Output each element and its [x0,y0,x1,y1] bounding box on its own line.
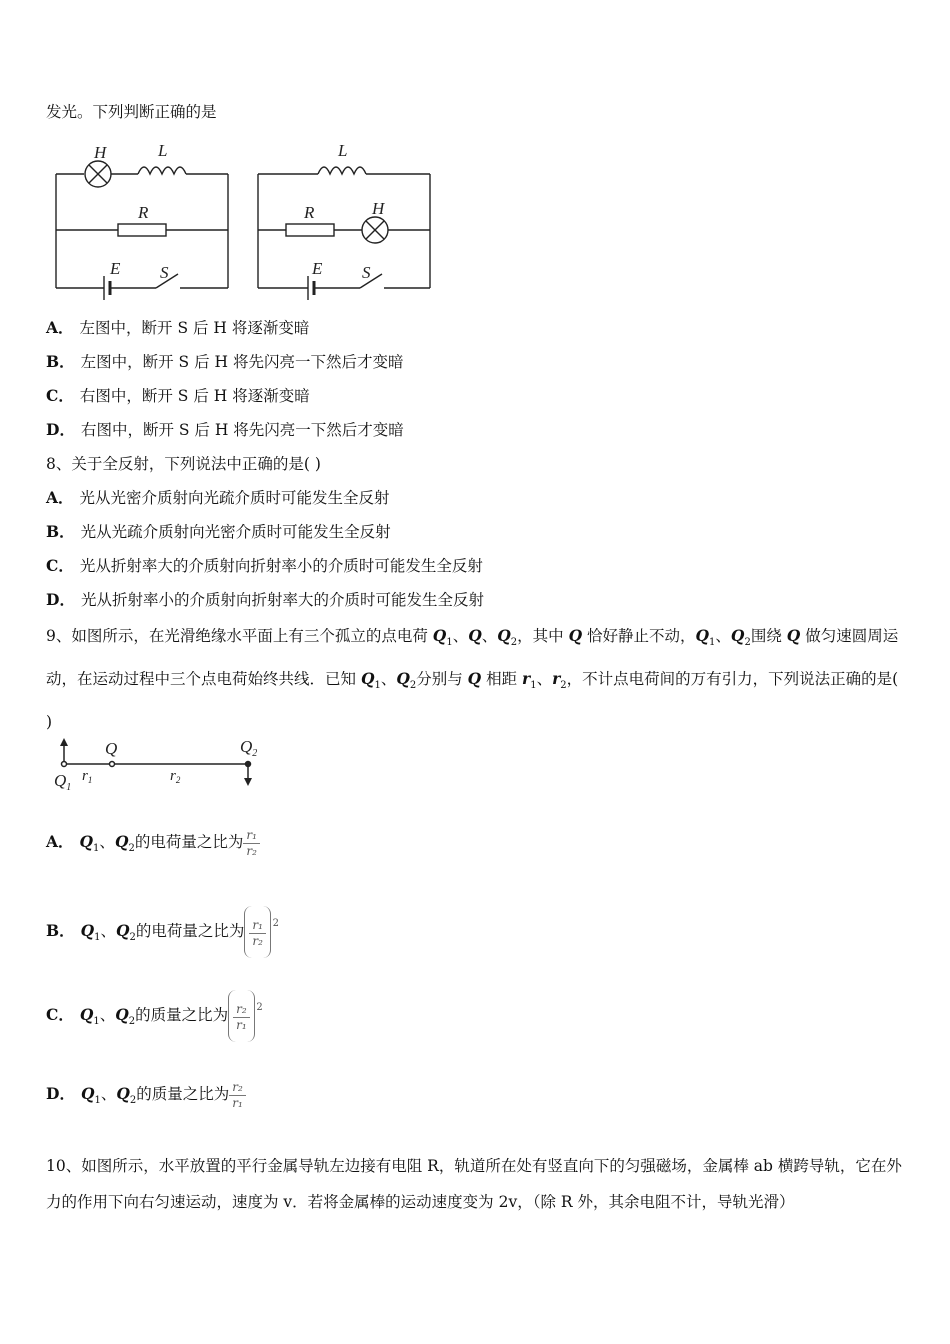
q7-option-d: D． 右图中，断开 S 后 H 将先闪亮一下然后才变暗 [46,420,404,439]
svg-text:r1: $r_1$ [82,768,93,785]
q10-stem: 10、如图所示，水平放置的平行金属导轨左边接有电阻 R，轨道所在处有竖直向下的匀强磁场，金属棒 ab 横跨导轨，它在外力的作用下向右匀速运动，速度为 v．若将金属棒的运动速度变为 2v，（除 R 外，其余电阻不计，导轨光滑） [46,1157,902,1211]
left-label-E: E [110,259,121,278]
q-charge-dot [110,762,115,767]
left-circuit [56,161,228,300]
fig-label-q1: Q [54,771,67,790]
left-label-R: R [138,203,149,222]
q9-option-c: C． $Q_1$、$Q_2$的质量之比为 $\frac{\text{r₂}}{\text{r₁}}$ 2 [46,990,255,1046]
q7-option-a: A． 左图中，断开 S 后 H 将逐渐变暗 [46,318,310,337]
q8-option-d: D． 光从折射率小的介质射向折射率大的介质时可能发生全反射 [46,590,484,609]
fig-label-q2: Q [240,737,253,756]
q8-stem: 8、关于全反射，下列说法中正确的是( ) [46,455,321,473]
q9-option-b: B． $Q_1$、$Q_2$的电荷量之比为 $\frac{\text{r₁}}{\text{r₂}}$ 2 [46,906,271,962]
right-label-E: E [312,259,323,278]
q9-option-d: D． $Q_1$、$Q_2$的质量之比为 $\frac{\text{r₂}}{\text{r₁}}$ [46,1074,246,1121]
q9-stem: 9、如图所示，在光滑绝缘水平面上有三个孤立的点电荷 $Q_1$、Q、$Q_2$，其中 Q 恰好静止不动，$Q_1$、$Q_2$围绕 Q 做匀速圆周运动，在运动过程中三个点电荷始终共线．已知 $Q_1$、$Q_2$分别与 Q 相距 $r_1$、$r_2$，不计点电荷间的万有引力，下列说法正确的是( ) [46,626,899,732]
q9c-paren-fraction: $\frac{\text{r₂}}{\text{r₁}}$ 2 [228,990,255,1042]
right-label-S: S [362,263,371,282]
q1-charge-dot [62,762,67,767]
q8-option-c: C． 光从折射率大的介质射向折射率小的介质时可能发生全反射 [46,556,483,575]
q8-option-b: B． 光从光疏介质射向光密介质时可能发生全反射 [46,522,391,541]
left-resistor-icon [118,224,166,236]
circuit-figures [46,136,446,306]
svg-text:r2: $r_2$ [170,768,181,785]
left-label-S: S [160,263,169,282]
q7-option-b: B． 左图中，断开 S 后 H 将先闪亮一下然后才变暗 [46,352,404,371]
fig-label-q: Q [105,739,118,758]
q7-option-c: C． 右图中，断开 S 后 H 将逐渐变暗 [46,386,310,405]
q9b-paren-fraction: $\frac{\text{r₁}}{\text{r₂}}$ 2 [244,906,271,958]
svg-text:Q1: $Q_1$ [54,771,72,793]
q2-charge-dot [246,762,251,767]
left-label-H: H [94,143,107,162]
q9-charge-figure [50,734,280,796]
right-resistor-icon [286,224,334,236]
fig-label-r1: r [82,768,88,784]
intro-text: 发光。下列判断正确的是 [46,103,217,121]
q8-option-a: A． 光从光密介质射向光疏介质时可能发生全反射 [46,488,390,507]
left-inductor-icon [138,167,186,174]
q9d-fraction: $\frac{\text{r₂}}{\text{r₁}}$ [229,1080,246,1111]
q9-option-a: A． $Q_1$、$Q_2$的电荷量之比为 $\frac{\text{r₁}}{\text{r₂}}$ [46,822,260,869]
right-label-L: L [338,141,348,160]
left-label-L: L [158,141,168,160]
svg-text:Q2: $Q_2$ [240,737,258,759]
right-label-H: H [372,199,385,218]
right-label-R: R [304,203,315,222]
fig-label-r2: r [170,768,176,784]
right-circuit [258,167,430,300]
right-inductor-icon [318,167,366,174]
q9a-fraction: $\frac{\text{r₁}}{\text{r₂}}$ [243,828,260,859]
